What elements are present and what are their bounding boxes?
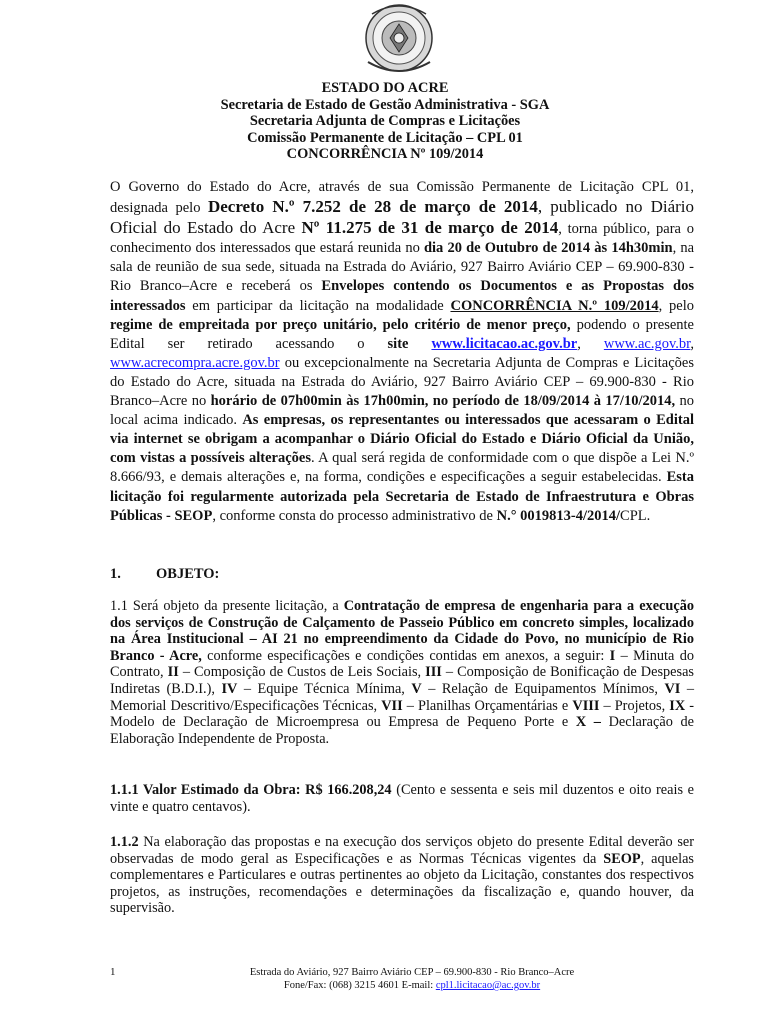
annex-number: IX <box>669 697 686 714</box>
intro-text: podendo o presente Edital ser retirado acessando o <box>110 316 694 352</box>
intro-text: CPL. <box>620 507 651 524</box>
decree-reference: Decreto N.º 7.252 de 28 de março de 2014 <box>207 197 538 217</box>
intro-text: , torna público, para o conhecimento dos interessados que estará reunida no <box>110 221 694 257</box>
estimated-value-words: (Cento e sessenta e seis mil duzentos e oito reais e vinte e quatro centavos). <box>110 782 694 815</box>
acrecompra-link[interactable]: www.acrecompra.acre.gov.br <box>110 354 280 371</box>
p1-text: – Minuta do Contrato, <box>110 647 695 681</box>
header-secretariat: Secretaria de Estado de Gestão Administrativa - SGA <box>220 96 550 113</box>
intro-text: em participar da licitação na modalidade <box>185 297 451 314</box>
regime-text: regime de empreitada por preço unitário, pelo critério de menor preço, <box>110 316 571 333</box>
p3-text: , aquelas complementares e Particulares e outras pertinentes ao objeto da Licitação, constantes dos respectivos projetos, as instruções, recomendações e determinações da fiscalização e, quando houver, da supervisão. <box>110 850 694 917</box>
header-adjunct-secretariat: Secretaria Adjunta de Compras e Licitações <box>249 113 521 129</box>
section-title-text: OBJETO: <box>156 566 220 582</box>
p1-text: – Relação de Equipamentos Mínimos, <box>421 680 665 697</box>
schedule-text: horário de 07h00min às 17h00min, no período de 18/09/2014 à 17/10/2014, <box>210 393 676 410</box>
site-label: site <box>387 335 409 352</box>
companies-notice: As empresas, os representantes ou interessados que acessaram o Edital via internet se obrigam a acompanhar o Diário Oficial do Estado e Diário Oficial da União, com vistas a possíveis alterações <box>110 412 694 467</box>
annex-number: X – <box>575 714 601 731</box>
annex-number: IV <box>221 680 238 697</box>
intro-text: , <box>577 335 604 352</box>
footer-phone: Fone/Fax: (068) 3215 4601 E-mail: <box>283 980 436 991</box>
intro-text: , publicado no Diário Oficial do Estado do Acre <box>110 197 694 238</box>
state-seal-icon <box>362 0 436 76</box>
annex-number: I <box>609 647 616 664</box>
p1-text: – Memorial Descritivo/Especificações Técnicas, <box>110 680 694 714</box>
annex-number: VIII <box>572 697 600 714</box>
annex-number: VII <box>381 697 403 714</box>
intro-text: . A qual será regida de conformidade com o que dispõe a Lei N.º 8.666/93, e demais alterações e, na forma, condições e especificações a seguir estabelecidas. <box>110 450 694 486</box>
intro-text: O Governo do Estado do Acre, através de sua Comissão Permanente de Licitação CPL 01, designada pelo <box>110 179 694 217</box>
footer-address: Estrada do Aviário, 927 Bairro Aviário CEP – 69.900-830 - Rio Branco–Acre <box>249 967 575 978</box>
page-footer <box>110 966 694 992</box>
intro-text: , na sala de reunião de sua sede, situada na Estrada do Aviário, 927 Bairro Aviário CEP – 69.900-830 - Rio Branco–Acre e receberá os <box>110 240 695 295</box>
p1-text: – Projetos, <box>599 697 670 714</box>
p1-text: - Modelo de Declaração de Microempresa ou Empresa de Pequeno Porte e <box>110 697 694 731</box>
annex-number: V <box>411 680 422 697</box>
paragraph-1-1-1 <box>110 782 694 815</box>
p1-text: – Composição de Bonificação de Despesas Indiretas (B.D.I.), <box>110 664 694 697</box>
official-gazette-reference: Nº 11.275 de 31 de março de 2014 <box>301 218 559 238</box>
header-state: ESTADO DO ACRE <box>321 80 449 96</box>
ac-gov-link[interactable]: www.ac.gov.br <box>603 335 691 352</box>
intro-text <box>408 336 431 352</box>
envelopes-text: Envelopes contendo os Documentos e as Propostas dos interessados <box>110 278 694 314</box>
document-header <box>0 80 770 163</box>
competition-reference: CONCORRÊNCIA N.º 109/2014 <box>450 297 659 314</box>
licitacao-link[interactable]: www.licitacao.ac.gov.br <box>431 335 578 352</box>
p1-text: 1.1 Será objeto da presente licitação, a <box>110 598 344 614</box>
section-title-objeto <box>110 566 219 583</box>
contract-object: Contratação de empresa de engenharia para a execução dos serviços de Construção de Calçamento de Passeio Público em concreto simples, localizado na Área Institucional – AI 21 no empreendimento da Cidade do Povo, no município de Rio Branco - Acre, <box>110 598 694 664</box>
p1-text: – Equipe Técnica Mínima, <box>237 680 412 697</box>
paragraph-1-1 <box>110 598 694 747</box>
intro-text: , pelo <box>658 297 695 314</box>
intro-text: , <box>690 335 695 352</box>
p1-text: Declaração de Elaboração Independente de Proposta. <box>110 714 694 747</box>
annex-number: II <box>167 664 179 681</box>
seop-label: SEOP <box>603 850 641 867</box>
intro-text: , conforme consta do processo administrativo de <box>212 507 497 524</box>
footer-email-link[interactable]: cpl1.licitacao@ac.gov.br <box>435 980 541 991</box>
p3-text: Na elaboração das propostas e na execução dos serviços objeto do presente Edital deverão ser observadas de modo geral as Especificações e as Normas Técnicas vigentes da <box>110 834 694 867</box>
p1-text: – Planilhas Orçamentárias e <box>402 697 573 714</box>
process-number: N.° 0019813-4/2014/ <box>496 507 621 524</box>
meeting-date: dia 20 de Outubro de 2014 às 14h30min <box>423 240 673 257</box>
intro-text: no local acima indicado. <box>110 393 695 429</box>
estimated-value: 1.1.1 Valor Estimado da Obra: R$ 166.208,24 <box>110 782 392 798</box>
p1-text: – Composição de Custos de Leis Sociais, <box>178 664 426 681</box>
page-number: 1 <box>110 966 116 978</box>
p1-text: conforme especificações e condições contidas em anexos, a seguir: <box>201 647 610 664</box>
clause-number: 1.1.2 <box>110 834 139 850</box>
annex-number: VI <box>664 680 681 697</box>
authorization-text: Esta licitação foi regularmente autorizada pela Secretaria de Estado de Infraestrutura e Obras Públicas - SEOP <box>110 469 694 524</box>
intro-paragraph <box>110 178 694 526</box>
section-number: 1. <box>110 566 121 582</box>
intro-text: ou excepcionalmente na Secretaria Adjunta de Compras e Licitações do Estado do Acre, situada na Estrada do Aviário, 927 Bairro Aviário CEP – 69.900-830 - Rio Branco–Acre no <box>110 354 694 410</box>
header-commission: Comissão Permanente de Licitação – CPL 01 <box>247 129 523 146</box>
paragraph-1-1-2 <box>110 834 694 917</box>
header-competition-number: CONCORRÊNCIA Nº 109/2014 <box>286 146 484 162</box>
annex-number: III <box>425 664 442 681</box>
